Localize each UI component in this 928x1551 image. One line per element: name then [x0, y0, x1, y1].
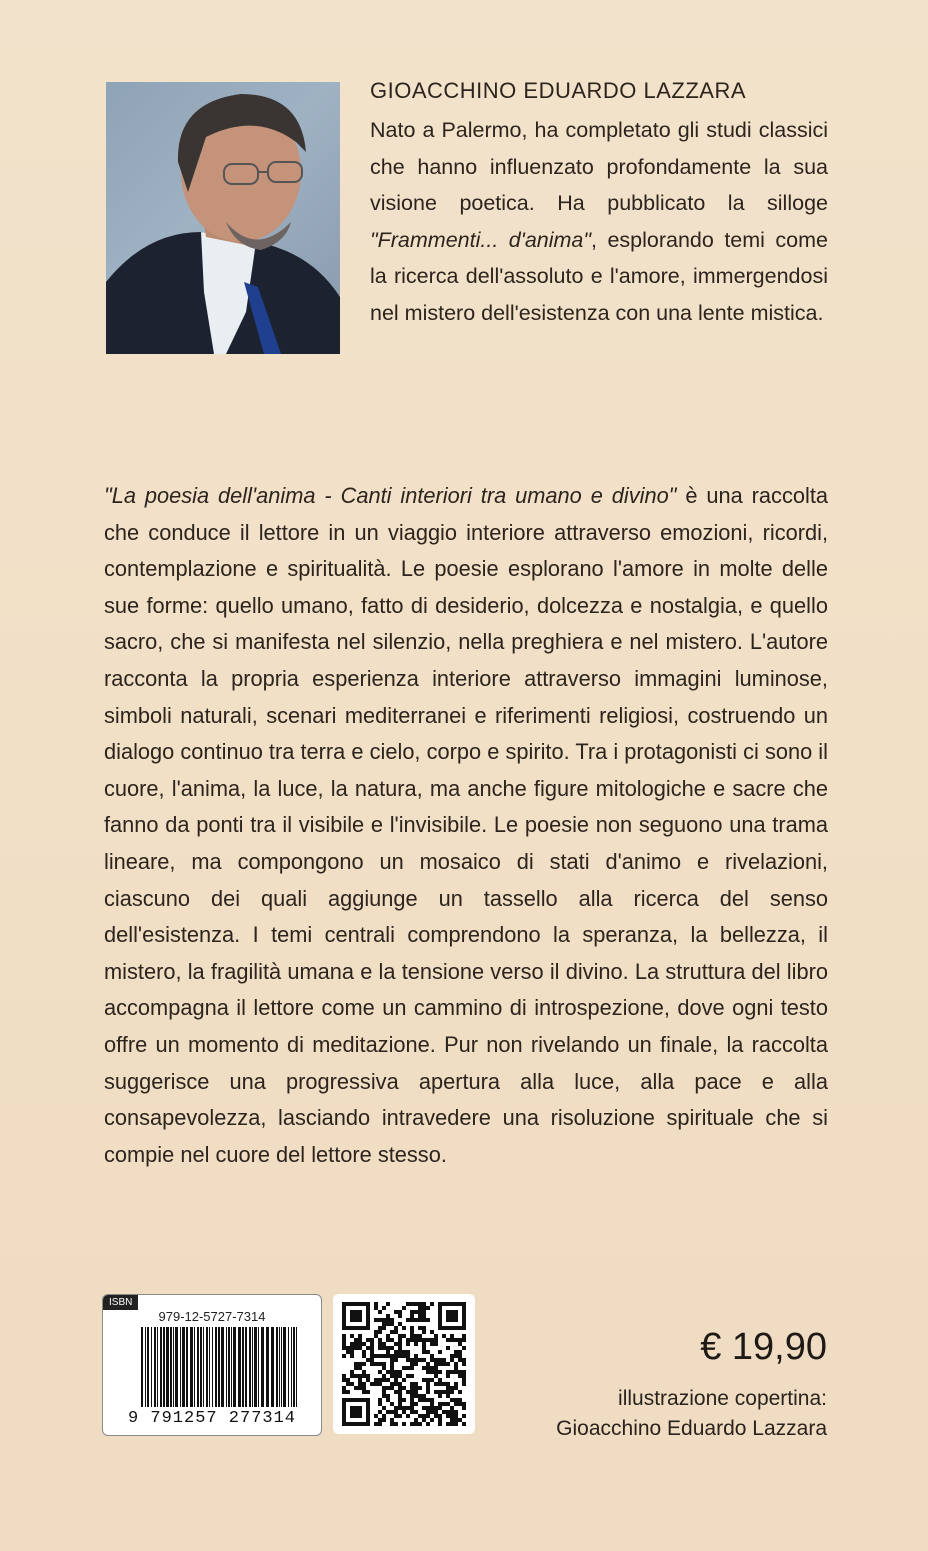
- bio-book-title: "Frammenti... d'anima": [370, 227, 592, 252]
- barcode-digits: 9 791257 277314: [127, 1409, 297, 1428]
- synopsis-text: è una raccolta che conduce il lettore in un viaggio interiore attraverso emozioni, ricordi, contemplazione e spiritualità. Le poesie esplorano l'amore in molte delle sue forme: quello umano, fatto di desiderio, dolcezza e nostalgia, e quello sacro, che si manifesta nel silenzio, nella preghiera e nel mistero. L'autore racconta la propria esperienza interiore attraverso immagini luminose, simboli naturali, scenari mediterranei e riferimenti religiosi, costruendo un dialogo continuo tra terra e cielo, corpo e spirito. Tra i protagonisti ci sono il cuore, l'anima, la luce, la natura, ma anche figure mitologiche e sacre che fanno da ponti tra il visibile e l'invisibile. Le poesie non seguono una trama lineare, ma compongono un mosaico di stati d'animo e rivelazioni, ciascuno dei quali aggiunge un tassello alla ricerca del senso dell'esistenza. I temi centrali comprendono la speranza, la bellezza, il mistero, la fragilità umana e la tensione verso il divino. La struttura del libro accompagna il lettore come un cammino di introspezione, dove ogni testo offre un momento di meditazione. Pur non rivelando un finale, la raccolta suggerisce una progressiva apertura alla luce, alla pace e alla consapevolezza, lasciando intravedere una risoluzione spirituale che si compie nel cuore del lettore stesso.: [104, 483, 828, 1167]
- bio-text-part2: , esplorando temi come la ricerca dell'assoluto e l'amore, immergendosi nel mistero dell'esistenza con una lente mistica.: [370, 227, 828, 325]
- author-photo: [106, 82, 340, 354]
- synopsis-book-title: "La poesia dell'anima - Canti interiori tra umano e divino": [104, 483, 677, 508]
- bio-text-part1: Nato a Palermo, ha completato gli studi classici che hanno influenzato profondamente la sua visione poetica. Ha pubblicato la silloge: [370, 118, 828, 215]
- barcode-bars: [141, 1327, 301, 1407]
- cover-credit: [556, 1384, 827, 1444]
- price: € 19,90: [700, 1326, 827, 1368]
- cover-credit-label: illustrazione copertina:: [618, 1387, 827, 1410]
- isbn-number: 979-12-5727-7314: [158, 1309, 266, 1324]
- isbn-barcode: [102, 1294, 322, 1436]
- author-name: GIOACCHINO EDUARDO LAZZARA: [370, 78, 747, 103]
- qr-code-pattern: [342, 1302, 466, 1426]
- isbn-label: ISBN: [103, 1295, 138, 1310]
- synopsis: [104, 478, 828, 1173]
- qr-code: [333, 1294, 475, 1434]
- cover-credit-author: Gioacchino Eduardo Lazzara: [556, 1417, 827, 1440]
- author-bio: [370, 112, 828, 331]
